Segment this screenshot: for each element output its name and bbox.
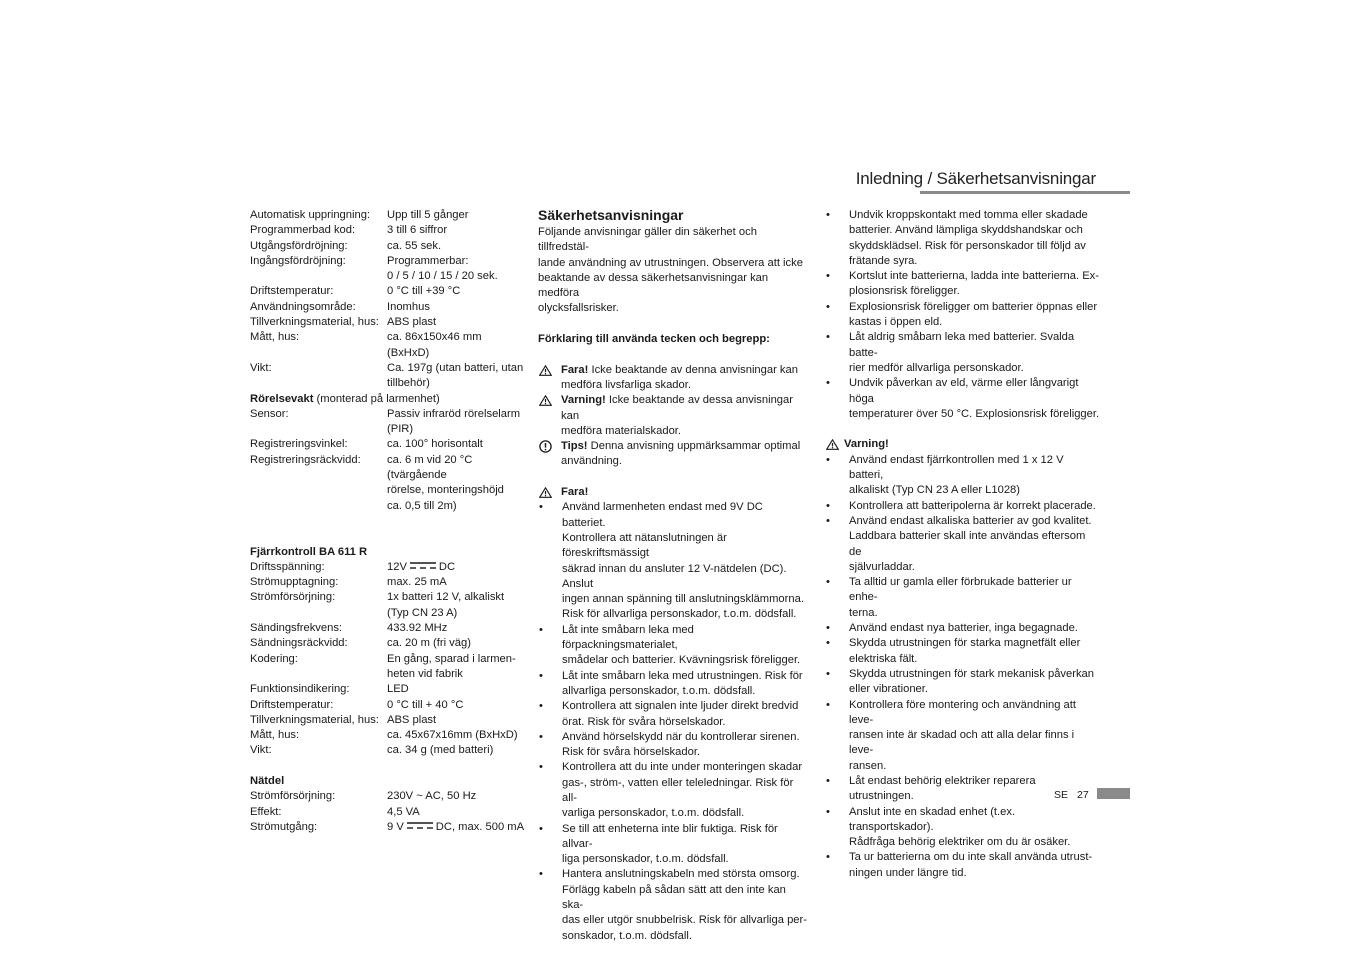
bullet-text (562, 623, 808, 669)
bullet-line: Använd endast alkaliska batterier av god kvalitet. (849, 514, 1092, 527)
spec-value (387, 652, 525, 683)
spec-row (250, 682, 525, 697)
bullet-item (538, 500, 808, 622)
legend-desc: Icke beaktande av denna anvisningar kan (588, 363, 798, 376)
bullet-marker: • (826, 774, 830, 787)
bullet-marker: • (826, 499, 830, 512)
spec-list-main (250, 208, 525, 392)
spec-value-line: 0 °C till +39 °C (387, 285, 461, 298)
spec-row (250, 361, 525, 392)
bullet-marker: • (826, 637, 830, 650)
spec-value (387, 407, 525, 438)
motion-sensor-heading (250, 392, 525, 407)
bullet-line: Låt endast behörig elektriker reparera utrustningen. (849, 774, 1036, 803)
spec-value (387, 743, 525, 758)
bullet-line: temperaturer över 50 °C. Explosionsrisk föreligger. (849, 407, 1100, 420)
spec-value-line: ca. 45x67x16mm (BxHxD) (387, 729, 518, 742)
bullet-text (849, 850, 1100, 881)
bullet-text (849, 376, 1100, 422)
remote-heading: Fjärrkontroll BA 611 R (250, 545, 368, 558)
spec-value-line: rörelse, monteringshöjd (387, 484, 504, 497)
warning-triangle-icon (538, 363, 561, 394)
bullet-item (825, 805, 1100, 851)
spec-label: Registreringsvinkel: (250, 438, 348, 451)
spec-label: Driftstemperatur: (250, 285, 334, 298)
legend-term: Fara! (561, 363, 589, 376)
spec-label: Vikt: (250, 744, 272, 757)
intro-line: lande användning av utrustningen. Observera att icke (538, 256, 803, 269)
spec-label: Vikt: (250, 361, 272, 374)
spec-value (387, 820, 525, 835)
spec-row (250, 300, 525, 315)
bullet-text (562, 730, 808, 761)
spec-label: Sensor: (250, 407, 289, 420)
bullet-text (849, 269, 1100, 300)
legend-item (538, 393, 808, 439)
spec-label: Ingångsfördröjning: (250, 254, 346, 267)
bullet-line: ransen. (849, 759, 887, 772)
bullet-line: Kontrollera att batteripolerna är korrekt placerade. (849, 499, 1096, 512)
bullet-item (825, 514, 1100, 575)
bullet-line: Kontrollera före montering och användning att leve- (849, 698, 1077, 726)
bullet-item (825, 667, 1100, 698)
bullet-text (849, 499, 1100, 514)
bullet-item (825, 330, 1100, 376)
warning-triangle-icon (538, 393, 561, 439)
bullet-marker: • (826, 576, 830, 589)
spec-row (250, 789, 525, 804)
bullet-marker: • (826, 514, 830, 527)
bullet-marker: • (826, 622, 830, 635)
spec-value (387, 437, 525, 452)
bullet-line: självurladdar. (849, 560, 915, 573)
bullet-marker: • (826, 300, 830, 313)
spec-value-line: Ca. 197g (utan batteri, utan (387, 361, 524, 374)
spec-value-line: ca. 55 sek. (387, 239, 442, 252)
bullet-item (825, 376, 1100, 422)
bullet-line: elektriska fält. (849, 652, 918, 665)
spec-row (250, 315, 525, 330)
motion-head-text: Rörelsevakt (250, 392, 314, 405)
bullet-text (849, 208, 1100, 269)
spec-value-line: ca. 86x150x46 mm (BxHxD) (387, 331, 482, 359)
legend-line: medföra materialskador. (561, 424, 682, 437)
legend-list (538, 363, 808, 470)
spec-row (250, 698, 525, 713)
bullet-line: Hantera anslutningskabeln med största omsorg. (562, 868, 800, 881)
bullet-line: Förlägg kabeln på sådan sätt att den inte kan ska- (562, 883, 786, 912)
bullet-line: ingen annan spänning till anslutningsklämmorna. (562, 593, 804, 606)
spec-row (250, 728, 525, 743)
bullet-line: Risk för allvarliga personskador, t.o.m. dödsfall. (562, 608, 797, 621)
spec-label: Mått, hus: (250, 729, 300, 742)
bullet-text (849, 514, 1100, 575)
warning-triangle-icon (825, 437, 844, 452)
spec-label: Funktionsindikering: (250, 683, 350, 696)
bullet-line: plosionsrisk föreligger. (849, 285, 960, 298)
spec-label: Effekt: (250, 805, 282, 818)
bullet-line: Kortslut inte batterierna, ladda inte batterierna. Ex- (849, 270, 1099, 283)
spec-row (250, 453, 525, 514)
legend-item (538, 363, 808, 394)
bullet-marker: • (826, 453, 830, 466)
spec-row (250, 437, 525, 452)
legend-line: medföra livsfarliga skador. (561, 378, 691, 391)
spec-value-line: En gång, sparad i larmen- (387, 652, 516, 665)
spec-value-line: 0 / 5 / 10 / 15 / 20 sek. (387, 270, 498, 283)
legend-heading: Förklaring till använda tecken och begrepp: (538, 333, 770, 346)
spec-value (387, 223, 525, 238)
spec-label: Kodering: (250, 652, 298, 665)
bullet-marker: • (539, 761, 543, 774)
bullet-item (538, 822, 808, 868)
motion-head-note: (monterad på larmenhet) (313, 392, 440, 405)
legend-text (561, 363, 798, 394)
spec-value (387, 682, 525, 697)
spec-value (387, 254, 525, 285)
spec-value-line: ca. 6 m vid 20 °C (tvärgående (387, 453, 473, 482)
spec-row (250, 560, 525, 575)
spec-value (387, 453, 525, 514)
spec-label: Strömupptagning: (250, 576, 339, 589)
safety-column (538, 206, 808, 944)
bullet-marker: • (539, 868, 543, 881)
bullet-item (825, 698, 1100, 774)
intro-line: Följande anvisningar gäller din säkerhet och tillfredstäl- (538, 226, 757, 254)
spec-value-line: Inomhus (387, 300, 430, 313)
output-spec: DC, max. 500 mA (435, 820, 525, 833)
bullet-text (562, 760, 808, 821)
spec-row (250, 621, 525, 636)
legend-term: Varning! (561, 394, 606, 407)
spec-value (387, 805, 525, 820)
bullet-line: eller vibrationer. (849, 683, 928, 696)
bullet-line: Anslut inte en skadad enhet (t.ex. transportskador). (849, 805, 1016, 833)
spec-row (250, 223, 525, 238)
spec-label: Programmerbad kod: (250, 224, 356, 237)
bullet-item (825, 499, 1100, 514)
varning-heading (825, 437, 1100, 452)
bullet-item (538, 730, 808, 761)
spec-row (250, 239, 525, 254)
bullet-line: batterier. Använd lämpliga skyddshandskar och (849, 224, 1083, 237)
bullet-marker: • (826, 667, 830, 680)
bullet-text (849, 575, 1100, 621)
spec-value-line: Passiv infraröd rörelselarm (387, 407, 521, 420)
spec-value (387, 330, 525, 361)
output-voltage: 9 V (387, 820, 404, 833)
bullet-line: varliga personskador, t.o.m. dödsfall. (562, 807, 745, 820)
spec-row (250, 284, 525, 299)
bullet-line: sonskador, t.o.m. dödsfall. (562, 929, 692, 942)
bullet-marker: • (826, 805, 830, 818)
spec-value-line: ABS plast (387, 316, 437, 329)
bullet-text (849, 300, 1100, 331)
bullet-line: ransen inte är skadad och att alla delar finns i leve- (849, 729, 1075, 757)
bullet-marker: • (826, 209, 830, 221)
bullet-marker: • (539, 700, 543, 713)
spec-value-line: ABS plast (387, 713, 437, 726)
bullet-line: Explosionsrisk föreligger om batterier öppnas eller (849, 300, 1098, 313)
spec-row (250, 652, 525, 683)
bullet-line: Låt inte småbarn leka med förpackningsmaterialet, (562, 623, 694, 652)
bullet-line: Rådfråga behörig elektriker om du är osäker. (849, 836, 1071, 849)
bullet-line: Använd endast nya batterier, inga begagnade. (849, 622, 1078, 635)
footer-bar (1097, 788, 1130, 799)
bullet-line: skyddsklädsel. Risk för personskador till följd av (849, 239, 1086, 252)
bullet-item (825, 269, 1100, 300)
bullet-line: frätande syra. (849, 254, 918, 267)
varning-list (825, 453, 1100, 881)
spec-value (387, 315, 525, 330)
spec-label: Sändingsfrekvens: (250, 622, 343, 635)
bullet-marker: • (539, 501, 543, 514)
bullet-line: Ta alltid ur gamla eller förbrukade batterier ur enhe- (849, 576, 1072, 604)
spec-list-psu (250, 789, 525, 820)
bullet-line: Använd endast fjärrkontrollen med 1 x 12 V batteri, (849, 453, 1064, 482)
varning-heading-text: Varning! (844, 438, 889, 451)
bullet-line: Skydda utrustningen för starka magnetfält eller (849, 637, 1081, 650)
spec-label: Tillverkningsmaterial, hus: (250, 316, 379, 329)
bullet-line: smådelar och batterier. Kvävningsrisk föreligger. (562, 654, 801, 667)
spec-value-line: ca. 0,5 till 2m) (387, 499, 457, 512)
spec-label: Registreringsräckvidd: (250, 453, 361, 466)
bullet-item (825, 575, 1100, 621)
bullet-line: örat. Risk för svåra hörselskador. (562, 715, 726, 728)
spec-row (250, 575, 525, 590)
legend-text (561, 439, 800, 470)
bullet-text (849, 636, 1100, 667)
spec-label: Driftsspänning: (250, 560, 325, 573)
spec-value-line: LED (387, 683, 409, 696)
bullet-item (538, 669, 808, 700)
psu-heading: Nätdel (250, 774, 285, 787)
bullet-line: Låt inte småbarn leka med utrustningen. Risk för (562, 669, 803, 682)
bullet-marker: • (826, 270, 830, 283)
bullet-line: Använd larmenheten endast med 9V DC batteriet. (562, 501, 763, 529)
bullet-text (849, 805, 1100, 851)
exclamation-circle-icon (538, 439, 561, 470)
bullet-item (825, 300, 1100, 331)
bullet-line: gas-, ström-, vatten eller teleledningar. Risk för all- (562, 776, 794, 804)
spec-value-line: heten vid fabrik (387, 667, 463, 680)
spec-value-line: Programmerbar: (387, 254, 469, 267)
spec-label: Användningsområde: (250, 300, 356, 313)
spec-label: Tillverkningsmaterial, hus: (250, 713, 379, 726)
bullet-text (562, 669, 808, 700)
bullet-text (849, 621, 1100, 636)
spec-value-line: 4,5 VA (387, 805, 420, 818)
legend-desc: Denna anvisning uppmärksammar optimal (587, 440, 801, 453)
bullet-text (849, 453, 1100, 499)
bullet-marker: • (539, 730, 543, 743)
spec-value-line: 230V ~ AC, 50 Hz (387, 790, 477, 803)
spec-value (387, 361, 525, 392)
spec-value (387, 713, 525, 728)
bullet-line: Skydda utrustningen för stark mekanisk påverkan (849, 667, 1095, 680)
footer-language: SE (1054, 789, 1069, 801)
voltage-unit: DC (438, 560, 456, 573)
spec-label: Sändningsräckvidd: (250, 637, 348, 650)
bullet-item (825, 453, 1100, 499)
bullet-line: Ta ur batterierna om du inte skall använda utrust- (849, 851, 1093, 864)
spec-value-line: max. 25 mA (387, 576, 447, 589)
bullet-line: Kontrollera att du inte under monteringen skadar (562, 761, 803, 774)
spec-label: Strömförsörjning: (250, 591, 336, 604)
spec-value (387, 636, 525, 651)
intro-line: beaktande av dessa säkerhetsanvisningar kan medföra (538, 271, 769, 300)
spec-value-line: (Typ CN 23 A) (387, 606, 458, 619)
dc-symbol-icon (410, 561, 436, 570)
spec-value (387, 728, 525, 743)
bullet-line: ningen under längre tid. (849, 866, 967, 879)
spec-value-line: (PIR) (387, 423, 414, 436)
legend-line: användning. (561, 455, 622, 468)
bullet-marker: • (539, 623, 543, 636)
spec-value-line: ca. 20 m (fri väg) (387, 637, 471, 650)
bullet-line: Låt aldrig småbarn leka med batterier. Svalda batte- (849, 331, 1075, 359)
bullet-item (538, 867, 808, 943)
spec-column (250, 208, 525, 835)
bullet-line: Undvik påverkan av eld, värme eller långvarigt höga (849, 377, 1079, 405)
warning-triangle-icon (538, 485, 561, 500)
spec-label: Mått, hus: (250, 331, 300, 344)
battery-list (825, 208, 1100, 422)
bullet-line: Undvik kroppskontakt med tomma eller skadade (849, 209, 1088, 221)
legend-term: Tips! (561, 440, 588, 453)
safety-intro (538, 225, 808, 317)
spec-value-line: ca. 34 g (med batteri) (387, 744, 494, 757)
bullet-line: das eller utgör snubbelrisk. Risk för allvarliga per- (562, 914, 807, 927)
bullet-text (849, 330, 1100, 376)
spec-value (387, 239, 525, 254)
voltage-value: 12V (387, 560, 407, 573)
spec-row (250, 805, 525, 820)
bullet-line: Kontrollera att nätanslutningen är föreskriftsmässigt (562, 531, 727, 560)
bullet-text (562, 699, 808, 730)
bullet-text (562, 500, 808, 622)
spec-list-motion (250, 407, 525, 514)
bullet-marker: • (826, 698, 830, 711)
spec-row (250, 743, 525, 758)
spec-value-line: tillbehör) (387, 377, 430, 390)
spec-row (250, 636, 525, 651)
spec-value-line: 0 °C till + 40 °C (387, 698, 464, 711)
fara-heading (538, 485, 808, 500)
bullet-marker: • (539, 669, 543, 682)
bullet-line: Kontrollera att signalen inte ljuder direkt bredvid (562, 700, 799, 713)
intro-line: olycksfallsrisker. (538, 302, 619, 315)
page-header-title: Inledning / Säkerhetsanvisningar (855, 169, 1096, 188)
spec-value (387, 621, 525, 636)
spec-row (250, 330, 525, 361)
bullet-marker: • (826, 377, 830, 390)
bullet-line: säkrad innan du ansluter 12 V-nätdelen (DC). Anslut (562, 562, 787, 590)
spec-row (250, 590, 525, 621)
spec-value (387, 789, 525, 804)
dc-symbol-icon (407, 821, 433, 830)
spec-value (387, 560, 525, 575)
spec-value (387, 208, 525, 223)
spec-label: Strömförsörjning: (250, 790, 336, 803)
safety-title: Säkerhetsanvisningar (538, 207, 684, 223)
bullet-text (849, 667, 1100, 698)
bullet-line: liga personskador, t.o.m. dödsfall. (562, 853, 729, 866)
bullet-line: alkaliskt (Typ CN 23 A eller L1028) (849, 484, 1021, 497)
bullet-line: Risk för svåra hörselskador. (562, 746, 701, 759)
legend-line (561, 363, 798, 378)
bullet-item (538, 699, 808, 730)
legend-desc: Icke beaktande av dessa anvisningar kan (561, 394, 793, 422)
spec-row (250, 713, 525, 728)
header-rule (920, 191, 1130, 194)
bullet-line: terna. (849, 606, 878, 619)
spec-row (250, 254, 525, 285)
fara-list (538, 500, 808, 944)
spec-value (387, 300, 525, 315)
spec-value-line: ca. 100° horisontalt (387, 438, 483, 451)
spec-label: Automatisk uppringning: (250, 209, 371, 221)
spec-value-line: 1x batteri 12 V, alkaliskt (387, 591, 505, 604)
bullet-line: Använd hörselskydd när du kontrollerar sirenen. (562, 730, 800, 743)
spec-value-line: Upp till 5 gånger (387, 209, 469, 221)
legend-text (561, 393, 808, 439)
bullet-text (562, 822, 808, 868)
legend-line (561, 439, 800, 454)
bullet-line: rier medför allvarliga personskador. (849, 361, 1024, 374)
spec-value (387, 284, 525, 299)
page-number: 27 (1077, 789, 1089, 801)
bullet-item (825, 621, 1100, 636)
legend-line (561, 393, 808, 424)
bullet-line: Laddbara batterier skall inte användas eftersom de (849, 530, 1086, 558)
bullet-text (849, 698, 1100, 774)
bullet-line: kastas i öppen eld. (849, 316, 943, 329)
bullet-marker: • (539, 822, 543, 835)
bullet-marker: • (826, 331, 830, 344)
spec-label: Utgångsfördröjning: (250, 239, 348, 252)
spec-row (250, 820, 525, 835)
spec-label: Driftstemperatur: (250, 698, 334, 711)
bullet-marker: • (826, 851, 830, 864)
fara-heading-text: Fara! (561, 486, 589, 499)
bullet-line: Se till att enheterna inte blir fuktiga. Risk för allvar- (562, 822, 778, 850)
spec-value (387, 575, 525, 590)
bullet-text (562, 867, 808, 943)
bullet-item (825, 208, 1100, 269)
spec-row (250, 208, 525, 223)
spec-value-line: 433.92 MHz (387, 622, 448, 635)
spec-value (387, 698, 525, 713)
spec-label: Strömutgång: (250, 820, 318, 833)
battery-column (825, 208, 1100, 881)
bullet-item (825, 850, 1100, 881)
bullet-item (538, 623, 808, 669)
spec-value-line: 3 till 6 siffror (387, 224, 448, 237)
bullet-item (538, 760, 808, 821)
spec-value (387, 590, 525, 621)
legend-item (538, 439, 808, 470)
bullet-line: allvarliga personskador, t.o.m. dödsfall. (562, 684, 756, 697)
bullet-item (825, 636, 1100, 667)
spec-list-remote (250, 575, 525, 759)
spec-row (250, 407, 525, 438)
